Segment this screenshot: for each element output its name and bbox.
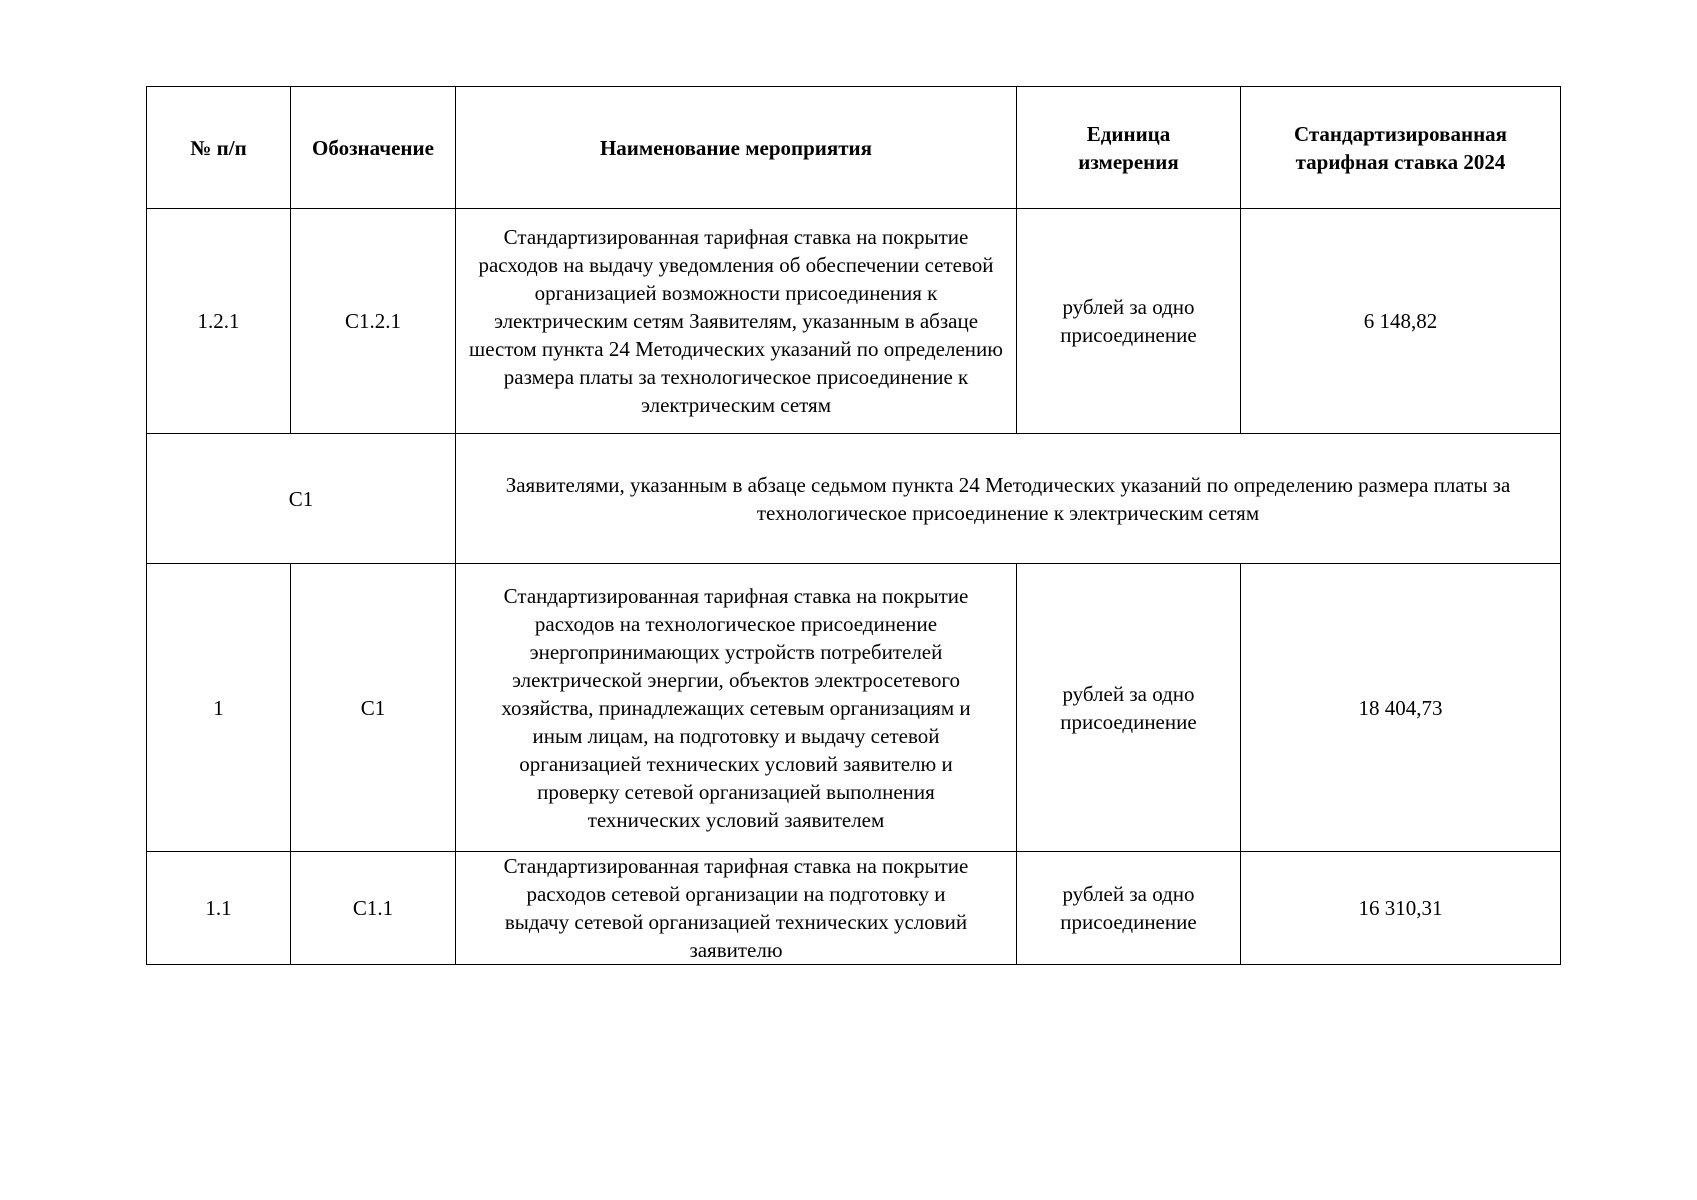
- header-code: Обозначение: [291, 87, 456, 209]
- header-num: № п/п: [147, 87, 291, 209]
- cell-num: 1.2.1: [147, 209, 291, 434]
- cell-section-name: Заявителями, указанным в абзаце седьмом пункта 24 Методических указаний по определению размера платы за технологическое присоединение к электрическим сетям: [456, 434, 1561, 564]
- table-row: [147, 209, 1561, 434]
- cell-code: С1.1: [291, 852, 456, 965]
- cell-num: 1.1: [147, 852, 291, 965]
- cell-section-code: С1: [147, 434, 456, 564]
- cell-name: Стандартизированная тарифная ставка на покрытие расходов на технологическое присоединение энергопринимающих устройств потребителей электрической энергии, объектов электросетевого хозяйства, принадлежащих сетевым организациям и иным лицам, на подготовку и выдачу сетевой организацией технических условий заявителю и проверку сетевой организацией выполнения технических условий заявителем: [456, 564, 1017, 852]
- cell-name: Стандартизированная тарифная ставка на покрытие расходов сетевой организации на подготовку и выдачу сетевой организацией технических условий заявителю: [456, 852, 1017, 965]
- cell-num: 1: [147, 564, 291, 852]
- cell-name: Стандартизированная тарифная ставка на покрытие расходов на выдачу уведомления об обеспечении сетевой организацией возможности присоединения к электрическим сетям Заявителям, указанным в абзаце шестом пункта 24 Методических указаний по определению размера платы за технологическое присоединение к электрическим сетям: [456, 209, 1017, 434]
- cell-unit: рублей за одно присоединение: [1017, 852, 1241, 965]
- table-row: [147, 852, 1561, 965]
- header-rate: Стандартизированная тарифная ставка 2024: [1241, 87, 1561, 209]
- table-section-row: [147, 434, 1561, 564]
- header-unit: Единица измерения: [1017, 87, 1241, 209]
- cell-unit: рублей за одно присоединение: [1017, 209, 1241, 434]
- cell-code: С1.2.1: [291, 209, 456, 434]
- table-header-row: [147, 87, 1561, 209]
- cell-unit: рублей за одно присоединение: [1017, 564, 1241, 852]
- cell-rate: 6 148,82: [1241, 209, 1561, 434]
- header-name: Наименование мероприятия: [456, 87, 1017, 209]
- table-row: [147, 564, 1561, 852]
- tariff-table: [146, 86, 1561, 965]
- cell-code: С1: [291, 564, 456, 852]
- cell-rate: 18 404,73: [1241, 564, 1561, 852]
- cell-rate: 16 310,31: [1241, 852, 1561, 965]
